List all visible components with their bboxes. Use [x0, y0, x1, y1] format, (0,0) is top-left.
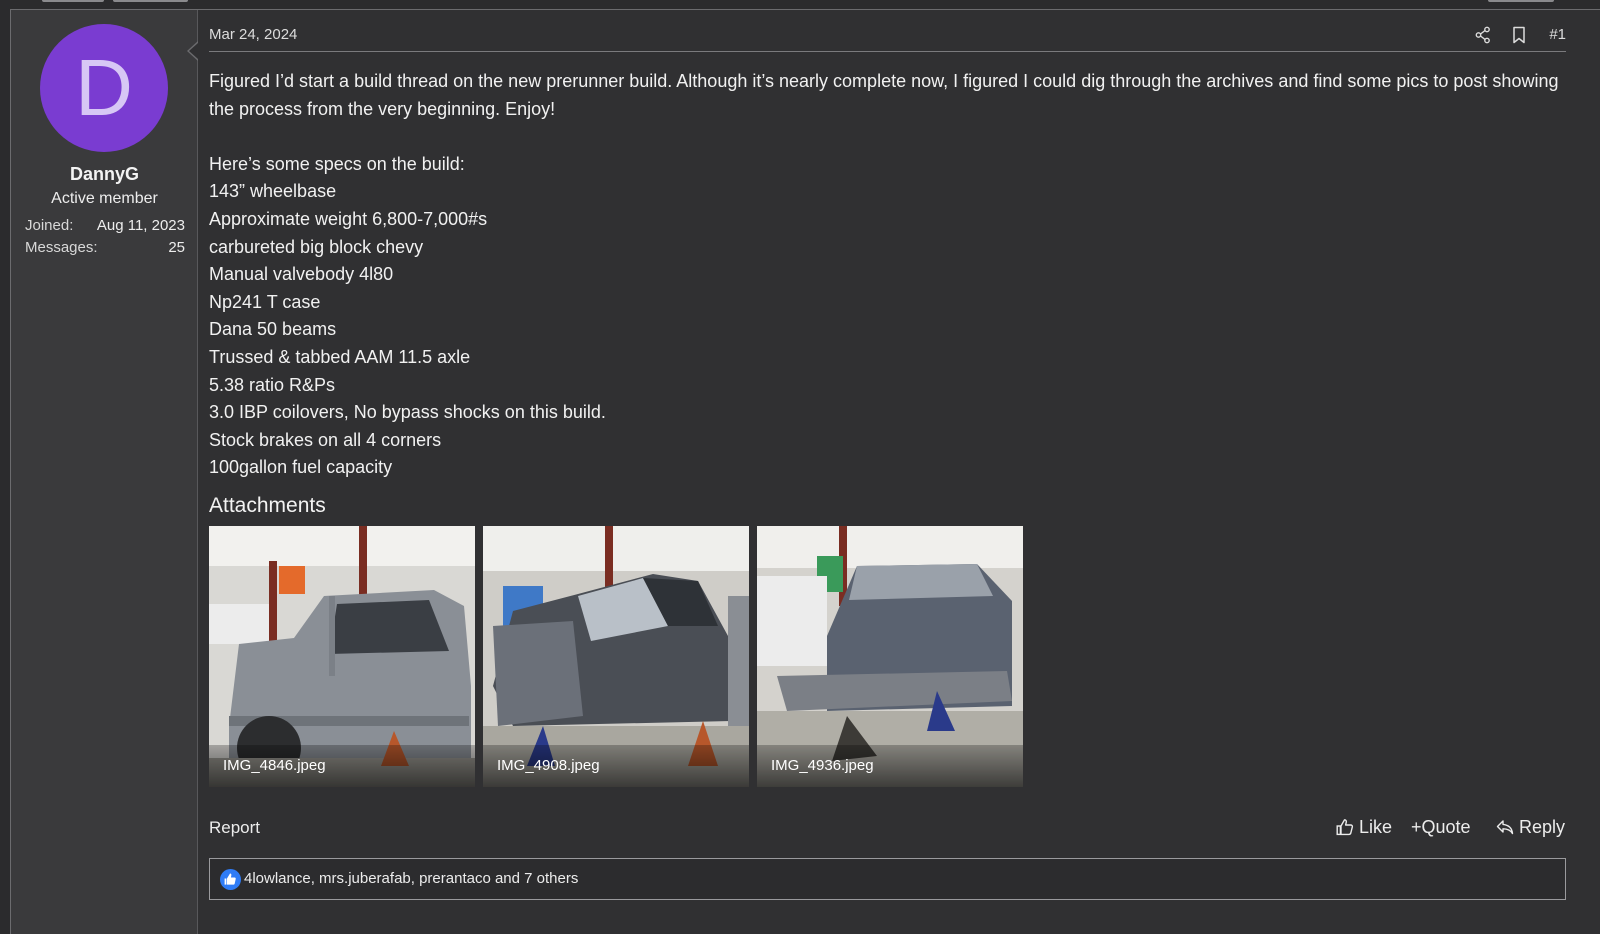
attachment-thumbnail[interactable]: [483, 526, 749, 787]
spec-line: 5.38 ratio R&Ps: [209, 374, 336, 395]
reply-label: Reply: [1519, 817, 1566, 837]
thumbs-up-icon: [1336, 818, 1354, 836]
reactions-bar: [209, 858, 1566, 900]
post-main: [199, 10, 1600, 934]
bookmark-icon[interactable]: [1510, 26, 1530, 46]
user-title: Active member: [51, 190, 158, 207]
avatar[interactable]: D: [40, 24, 168, 152]
spec-line: 100gallon fuel capacity: [209, 457, 393, 478]
post-header: [209, 26, 1566, 52]
post-body: [209, 68, 1569, 482]
username[interactable]: DannyG: [69, 164, 139, 184]
attachment-filename: IMG_4936.jpeg: [757, 745, 1023, 787]
spec-line: Trussed & tabbed AAM 11.5 axle: [209, 346, 471, 367]
specs-heading: Here’s some specs on the build:: [209, 153, 465, 174]
like-label: Like: [1359, 817, 1393, 837]
attachment-filename: IMG_4908.jpeg: [483, 745, 749, 787]
attachment-thumbnail[interactable]: [757, 526, 1023, 787]
spec-line: Manual valvebody 4l80: [209, 264, 394, 285]
reply-icon: [1496, 818, 1514, 836]
post-date[interactable]: Mar 24, 2024: [209, 26, 298, 43]
messages-value: 25: [168, 239, 185, 256]
top-tab-strip: [0, 0, 1600, 9]
attachment-thumbnail[interactable]: [209, 526, 475, 787]
spec-line: Dana 50 beams: [209, 319, 337, 340]
post-intro: Figured I’d start a build thread on the new prerunner build. Although it’s nearly complete now, I figured I could dig through the archives and find some pics to post showing the process from the very beginning. Enjoy!: [209, 71, 1559, 119]
share-icon[interactable]: [1474, 26, 1494, 46]
user-info-panel: [11, 10, 198, 934]
spec-line: carbureted big block chevy: [209, 236, 424, 257]
plus-icon: +: [1411, 817, 1422, 837]
spec-line: Approximate weight 6,800-7,000#s: [209, 208, 488, 229]
attachments-title: Attachments: [209, 494, 326, 517]
post-actions: [1336, 817, 1576, 839]
spec-line: Np241 T case: [209, 291, 321, 312]
attachment-filename: IMG_4846.jpeg: [209, 745, 475, 787]
post-header-tools: [1466, 26, 1566, 46]
like-reaction-icon: [220, 869, 241, 890]
reply-button[interactable]: [1496, 817, 1565, 838]
joined-label: Joined:: [25, 217, 74, 234]
quote-button[interactable]: [1411, 817, 1471, 838]
like-button[interactable]: [1336, 817, 1392, 838]
forum-post: [10, 9, 1600, 934]
spec-line: Stock brakes on all 4 corners: [209, 429, 442, 450]
spec-line: 3.0 IBP coilovers, No bypass shocks on this build.: [209, 402, 606, 423]
messages-label: Messages:: [25, 239, 98, 256]
joined-value: Aug 11, 2023: [96, 217, 185, 234]
report-link[interactable]: Report: [209, 818, 261, 837]
post-number-link[interactable]: #1: [1549, 26, 1566, 43]
reactions-user-list[interactable]: 4lowlance, mrs.juberafab, prerantaco and 7 others: [244, 870, 579, 887]
quote-label: Quote: [1421, 817, 1471, 837]
spec-line: 143” wheelbase: [209, 181, 337, 202]
